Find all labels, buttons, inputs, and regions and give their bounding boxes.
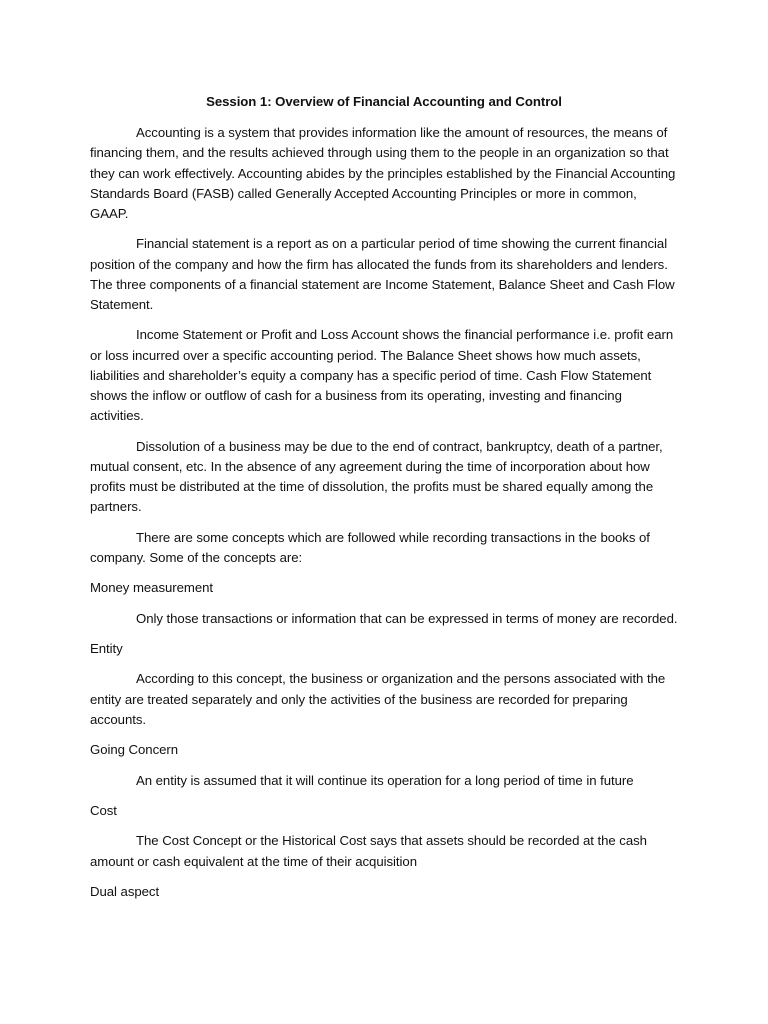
document-content (90, 92, 678, 912)
paragraph-cost: The Cost Concept or the Historical Cost says that assets should be recorded at the cash amount or cash equivalent at the time of their acquisition (90, 833, 647, 869)
paragraph-concepts-intro: There are some concepts which are followed while recording transactions in the books of company. Some of the concepts are: (90, 529, 650, 565)
document-title: Session 1: Overview of Financial Accounting and Control (206, 94, 562, 109)
heading-money-measurement: Money measurement (90, 580, 214, 596)
heading-dual-aspect: Dual aspect (90, 883, 160, 899)
paragraph-income-statement: Income Statement or Profit and Loss Account shows the financial performance i.e. profit earn or loss incurred over a specific accounting period. The Balance Sheet shows how much assets, liabilities and shareholder’s equity a company has a specific period of time. Cash Flow Statement shows the inflow or outflow of cash for a business from its operating, investing and financing activities. (90, 327, 674, 424)
heading-going-concern: Going Concern (90, 742, 179, 758)
heading-entity: Entity (90, 640, 123, 656)
paragraph-money-measurement: Only those transactions or information that can be expressed in terms of money are recorded. (136, 610, 678, 626)
paragraph-dissolution: Dissolution of a business may be due to the end of contract, bankruptcy, death of a partner, mutual consent, etc. In the absence of any agreement during the time of incorporation about how profits must be distributed at the time of dissolution, the profits must be shared equally among the partners. (90, 438, 663, 515)
paragraph-accounting-system: Accounting is a system that provides information like the amount of resources, the means of financing them, and the results achieved through using them to the people in an organization so that they can work effectively. Accounting abides by the principles established by the Financial Accounting Standards Board (FASB) called Generally Accepted Accounting Principles or more in common, GAAP. (90, 125, 676, 222)
paragraph-going-concern: An entity is assumed that it will continue its operation for a long period of time in future (136, 772, 634, 788)
heading-cost: Cost (90, 802, 117, 818)
paragraph-entity: According to this concept, the business or organization and the persons associated with the entity are treated separately and only the activities of the business are recorded for preparing accounts. (90, 671, 666, 727)
paragraph-financial-statement: Financial statement is a report as on a particular period of time showing the current financial position of the company and how the firm has allocated the funds from its shareholders and lenders. The three components of a financial statement are Income Statement, Balance Sheet and Cash Flow Statement. (90, 236, 675, 313)
